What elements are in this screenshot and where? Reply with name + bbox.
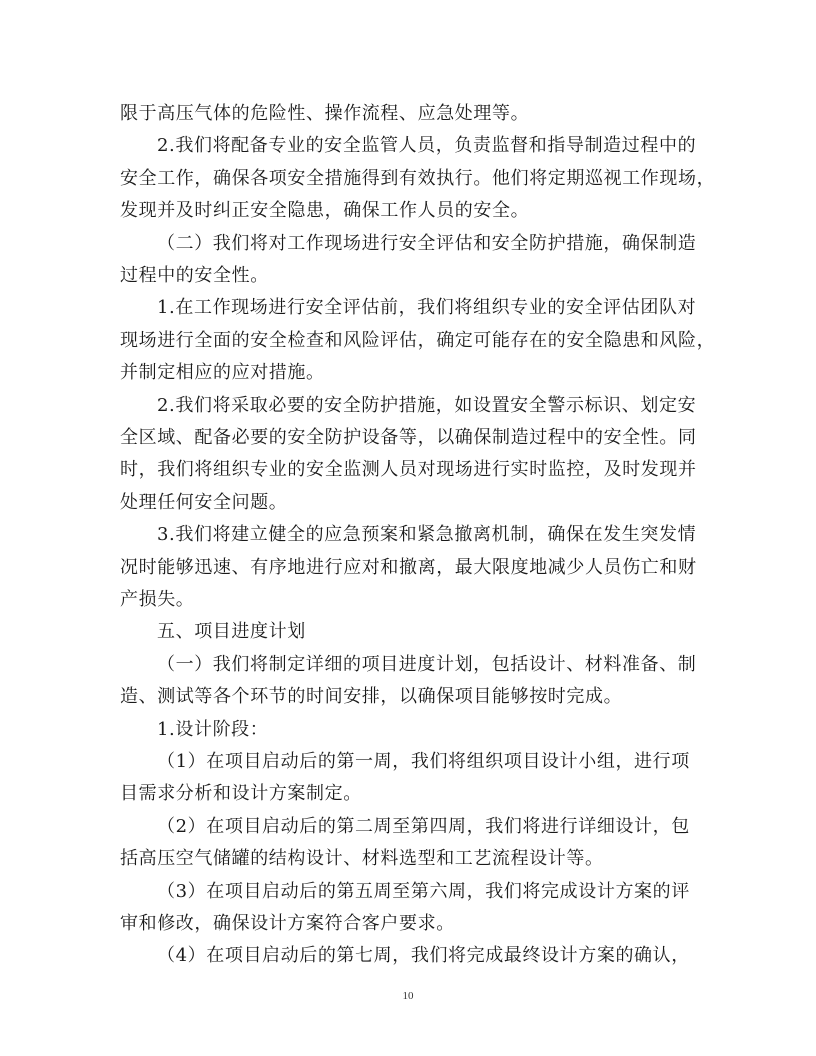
paragraph-line: 安全工作，确保各项安全措施得到有效执行。他们将定期巡视工作现场， bbox=[120, 168, 716, 189]
paragraph-line: （2）在项目启动后的第二周至第四周，我们将进行详细设计，包 bbox=[157, 816, 690, 837]
page-number: 10 bbox=[402, 990, 414, 1002]
paragraph-line: 产损失。 bbox=[120, 589, 195, 610]
paragraph-line: 造、测试等各个环节的时间安排，以确保项目能够按时完成。 bbox=[120, 686, 623, 707]
paragraph-line: （3）在项目启动后的第五周至第六周，我们将完成设计方案的评 bbox=[157, 881, 690, 902]
paragraph-line: （一）我们将制定详细的项目进度计划，包括设计、材料准备、制 bbox=[157, 654, 697, 675]
paragraph-line: 目需求分析和设计方案制定。 bbox=[120, 783, 362, 804]
paragraph-line: 现场进行全面的安全检查和风险评估，确定可能存在的安全隐患和风险， bbox=[120, 330, 716, 351]
paragraph-line: 1.在工作现场进行安全评估前，我们将组织专业的安全评估团队对 bbox=[157, 297, 697, 318]
paragraph-line: 2.我们将采取必要的安全防护措施，如设置安全警示标识、划定安 bbox=[157, 395, 697, 416]
paragraph-line: 况时能够迅速、有序地进行应对和撤离，最大限度地减少人员伤亡和财 bbox=[120, 557, 697, 578]
paragraph-line: 发现并及时纠正安全隐患，确保工作人员的安全。 bbox=[120, 200, 530, 221]
subsection-heading: 1.设计阶段： bbox=[157, 719, 269, 740]
paragraph-line: 2.我们将配备专业的安全监管人员，负责监督和指导制造过程中的 bbox=[157, 135, 697, 156]
paragraph-line: 审和修改，确保设计方案符合客户要求。 bbox=[120, 913, 455, 934]
paragraph-line: （4）在项目启动后的第七周，我们将完成最终设计方案的确认， bbox=[157, 945, 690, 966]
paragraph-line: 括高压空气储罐的结构设计、材料选型和工艺流程设计等。 bbox=[120, 848, 604, 869]
paragraph-line: 3.我们将建立健全的应急预案和紧急撤离机制，确保在发生突发情 bbox=[157, 524, 697, 545]
paragraph-line: 限于高压气体的危险性、操作流程、应急处理等。 bbox=[120, 103, 530, 124]
section-heading: 五、项目进度计划 bbox=[157, 621, 306, 642]
paragraph-line: 时，我们将组织专业的安全监测人员对现场进行实时监控，及时发现并 bbox=[120, 459, 697, 480]
paragraph-line: 过程中的安全性。 bbox=[120, 265, 269, 286]
paragraph-line: 处理任何安全问题。 bbox=[120, 492, 288, 513]
paragraph-line: 并制定相应的应对措施。 bbox=[120, 362, 325, 383]
paragraph-line: （二）我们将对工作现场进行安全评估和安全防护措施，确保制造 bbox=[157, 233, 697, 254]
paragraph-line: （1）在项目启动后的第一周，我们将组织项目设计小组，进行项 bbox=[157, 751, 690, 772]
paragraph-line: 全区域、配备必要的安全防护设备等，以确保制造过程中的安全性。同 bbox=[120, 427, 697, 448]
